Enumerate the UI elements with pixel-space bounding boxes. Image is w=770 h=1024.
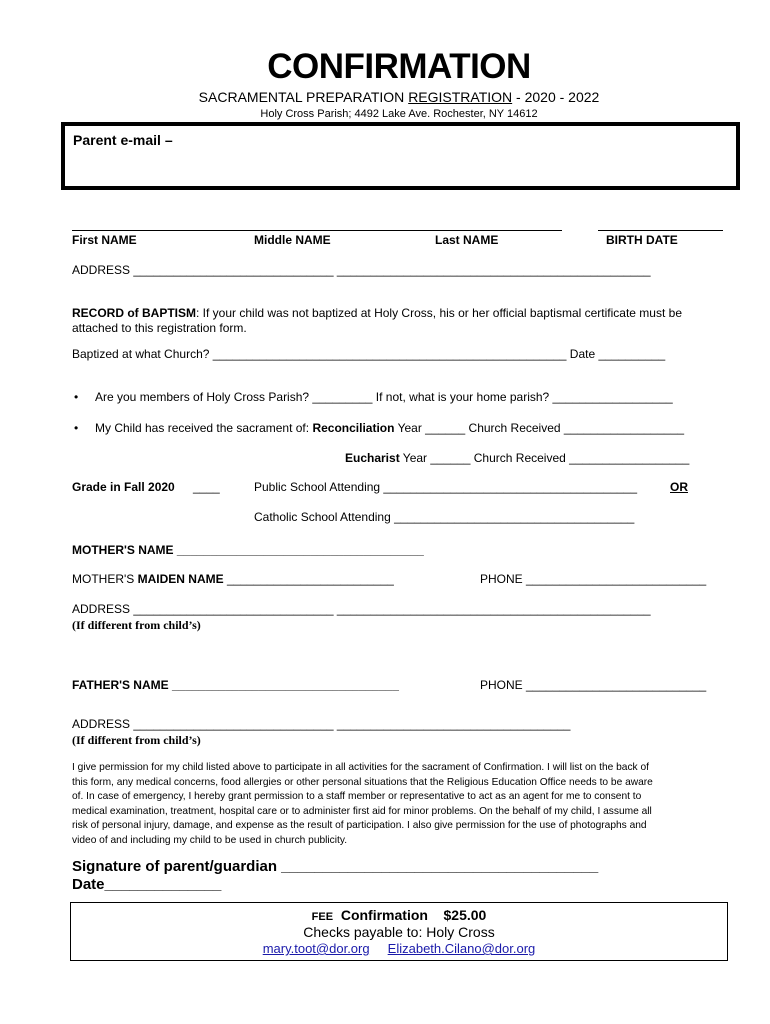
- fee-label: FEE: [311, 911, 334, 923]
- parish-member-question[interactable]: Are you members of Holy Cross Parish? _________ If not, what is your home parish? __________________: [95, 390, 673, 404]
- or-label: OR: [670, 480, 688, 494]
- checks-payable: Checks payable to: Holy Cross: [303, 924, 495, 940]
- sacrament-received-row[interactable]: [95, 421, 684, 435]
- consent-line: this form, any medical concerns, food allergies or other personal situations that the Religious Education Office needs to be aware: [72, 776, 653, 788]
- mother-name-field[interactable]: [72, 543, 424, 557]
- mother-maiden-blank: _________________________: [223, 572, 394, 586]
- sacrament-prefix: My Child has received the sacrament of:: [95, 421, 313, 435]
- baptism-church-field[interactable]: Baptized at what Church? _____________________________________________________ Date __________: [72, 347, 666, 361]
- last-name-label: Last NAME: [435, 233, 499, 247]
- consent-paragraph: [72, 761, 722, 849]
- subtitle-years: - 2020 - 2022: [512, 89, 600, 105]
- catholic-school-field[interactable]: Catholic School Attending ____________________________________: [254, 510, 635, 524]
- consent-line: of. In case of emergency, I hereby grant permission to a staff member or representative to act as an agent for me to consent to: [72, 791, 642, 803]
- mother-address-note: (If different from child’s): [72, 618, 201, 632]
- father-phone-field[interactable]: PHONE ___________________________: [480, 678, 707, 692]
- grade-label: Grade in Fall 2020: [72, 480, 175, 494]
- father-address-field[interactable]: ADDRESS ______________________________ ___________________________________: [72, 717, 571, 731]
- eucharist-label: Eucharist: [345, 451, 400, 465]
- subtitle-registration: REGISTRATION: [408, 89, 513, 105]
- bullet-icon: •: [74, 390, 79, 404]
- reconciliation-label: Reconciliation: [312, 421, 395, 435]
- middle-name-label: Middle NAME: [254, 233, 331, 247]
- fee-confirmation: Confirmation: [340, 907, 428, 923]
- father-name-field[interactable]: [72, 678, 399, 692]
- name-signature-rule[interactable]: [72, 230, 562, 231]
- parent-email-box[interactable]: [61, 122, 740, 190]
- mother-maiden-prefix: MOTHER'S: [72, 572, 138, 586]
- baptism-text-2: attached to this registration form.: [72, 321, 247, 335]
- subtitle-prefix: SACRAMENTAL PREPARATION: [198, 89, 409, 105]
- mother-maiden-label: MAIDEN NAME: [137, 572, 224, 586]
- fee-amount: $25.00: [443, 907, 487, 923]
- email-link-mary[interactable]: mary.toot@dor.org: [262, 941, 370, 956]
- consent-line: medical examination, treatment, hospital care or to administer first aid for minor problems. On the behalf of my child, I assume all: [72, 805, 652, 817]
- eucharist-row[interactable]: [345, 451, 689, 465]
- bullet-icon: •: [74, 421, 79, 435]
- mother-phone-field[interactable]: PHONE ___________________________: [480, 572, 707, 586]
- date-field[interactable]: Date______________: [72, 876, 222, 893]
- fee-box: [70, 902, 728, 961]
- father-address-note: (If different from child’s): [72, 733, 201, 747]
- public-school-field[interactable]: Public School Attending ______________________________________: [254, 480, 638, 494]
- baptism-label: RECORD of BAPTISM: [72, 306, 196, 320]
- mother-name-label: MOTHER'S NAME _____________________________________: [72, 543, 424, 557]
- mother-address-field[interactable]: ADDRESS ______________________________ _______________________________________________: [72, 602, 651, 616]
- page-title: CONFIRMATION: [267, 47, 531, 86]
- baptism-text: : If your child was not baptized at Holy Cross, his or her official baptismal certificate must be: [196, 306, 682, 320]
- fee-line: [71, 907, 727, 923]
- baptism-record: [72, 306, 682, 320]
- grade-field[interactable]: ____: [193, 480, 220, 494]
- birth-date-label: BIRTH DATE: [606, 233, 678, 247]
- parish-address: Holy Cross Parish; 4492 Lake Ave. Rochester, NY 14612: [260, 108, 538, 120]
- parent-email-label: Parent e-mail –: [73, 132, 173, 148]
- father-name-label: FATHER'S NAME __________________________________: [72, 678, 399, 692]
- first-name-label: First NAME: [72, 233, 137, 247]
- signature-field[interactable]: Signature of parent/guardian ______________________________________: [72, 858, 599, 875]
- mother-maiden-field[interactable]: [72, 572, 394, 586]
- consent-line: video of and including my child to be used in church publicity.: [72, 834, 348, 846]
- child-address-field[interactable]: ADDRESS ______________________________ _______________________________________________: [72, 263, 651, 277]
- consent-line: risk of personal injury, damage, and expense as the result of participation. I also give permission for the use of photographs and: [72, 820, 647, 832]
- eucharist-year-church: Year ______ Church Received __________________: [399, 451, 690, 465]
- reconciliation-year-church: Year ______ Church Received __________________: [394, 421, 685, 435]
- consent-line: I give permission for my child listed above to participate in all activities for the sacrament of Confirmation. I will list on the back of: [72, 762, 649, 773]
- contact-emails: [71, 941, 727, 956]
- email-link-elizabeth[interactable]: Elizabeth.Cilano@dor.org: [387, 941, 536, 956]
- subtitle: [0, 89, 770, 105]
- birth-date-rule[interactable]: [598, 230, 723, 231]
